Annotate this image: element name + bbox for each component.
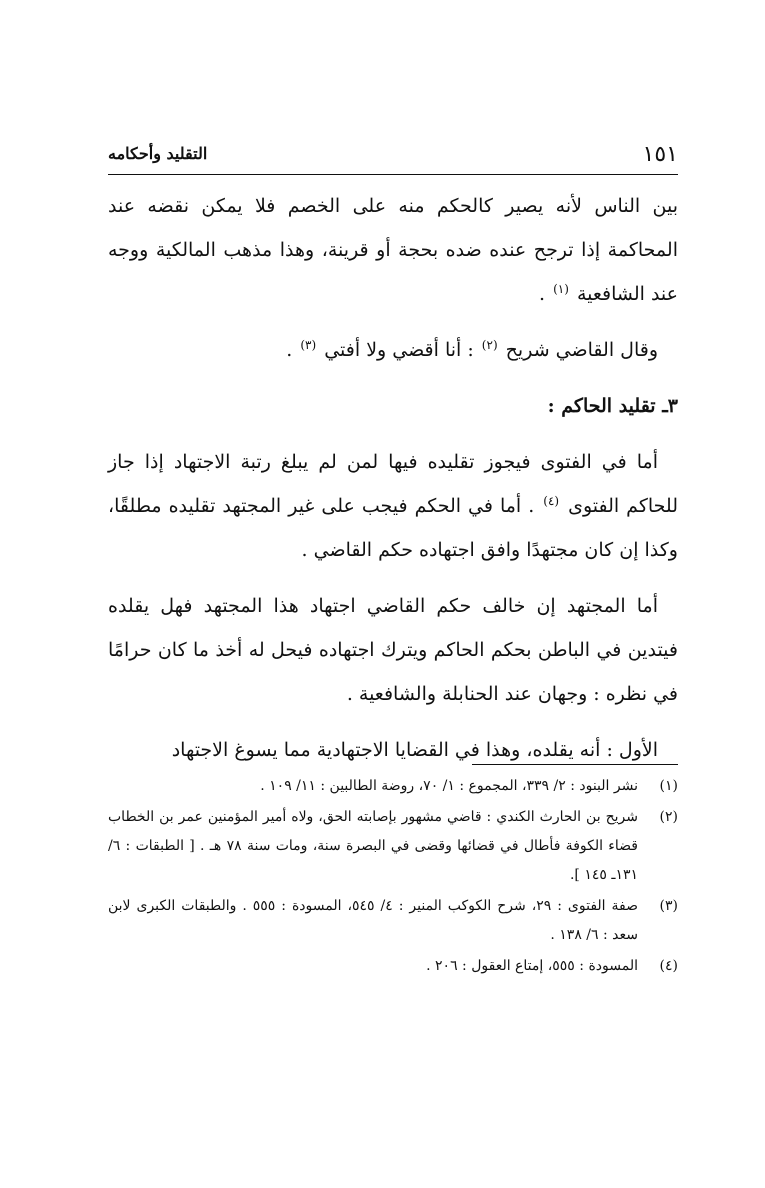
footnote-text: صفة الفتوى : ٢٩، شرح الكوكب المنير : ٤/ ٥٤٥، المسودة : ٥٥٥ . والطبقات الكبرى لابن سعد : ٦/ ١٣٨ . — [108, 898, 638, 943]
main-text — [108, 184, 678, 784]
footnote-1 — [108, 772, 678, 801]
paragraph-1-text: بين الناس لأنه يصير كالحكم منه على الخصم فلا يمكن نقضه عند المحاكمة إذا ترجح عنده ضده بحجة أو قرينة، وهذا مذهب المالكية ووجه عند الشافعية — [108, 195, 678, 305]
footnote-2 — [108, 803, 678, 890]
footnote-text: المسودة : ٥٥٥، إمتاع العقول : ٢٠٦ . — [426, 958, 638, 974]
page-header — [108, 138, 678, 174]
footnote-ref-1: (١) — [553, 281, 569, 296]
paragraph-2-text-a: وقال القاضي شريح — [505, 339, 658, 361]
footnote-4 — [108, 952, 678, 981]
footnote-ref-4: (٤) — [543, 493, 560, 508]
paragraph-2 — [108, 328, 678, 372]
footnote-ref-3: (٣) — [300, 337, 317, 352]
footnote-ref-2: (٢) — [481, 337, 498, 352]
footnote-3 — [108, 892, 678, 950]
paragraph-1 — [108, 184, 678, 316]
footnote-text: شريح بن الحارث الكندي : قاضي مشهور بإصابته الحق، ولاه أمير المؤمنين عمر بن الخطاب قضاء الكوفة فأطال في قضائها وقضى في البصرة سنة، ومات سنة ٧٨ هـ . [ الطبقات : ٦/ ١٣١ـ ١٤٥ ]. — [108, 809, 638, 883]
footnote-number: (٢) — [659, 809, 678, 825]
footnotes — [108, 772, 678, 983]
paragraph-5: الأول : أنه يقلده، وهذا في القضايا الاجتهادية مما يسوغ الاجتهاد — [171, 739, 658, 761]
paragraph-3-text-b: . أما في الحكم فيجب على غير المجتهد تقليده مطلقًا، وكذا إن كان مجتهدًا وافق اجتهاده حكم القاضي . — [108, 495, 678, 561]
paragraph-2-end: . — [286, 339, 299, 361]
header-divider — [108, 174, 678, 175]
footnote-number: (٤) — [659, 958, 678, 974]
section-heading: ٣ـ تقليد الحاكم : — [547, 395, 678, 417]
footnotes-divider — [472, 764, 678, 765]
page-number: ١٥١ — [642, 142, 678, 167]
paragraph-2-text-b: : أنا أقضي ولا أفتي — [324, 339, 480, 361]
running-title: التقليد وأحكامه — [108, 144, 208, 163]
paragraph-3-text-a: أما في الفتوى فيجوز تقليده فيها لمن لم يبلغ رتبة الاجتهاد إذا جاز للحاكم الفتوى — [108, 451, 679, 517]
footnote-text: نشر البنود : ٢/ ٣٣٩، المجموع : ١/ ٧٠، روضة الطالبين : ١١/ ١٠٩ . — [260, 778, 638, 794]
footnote-number: (١) — [659, 778, 678, 794]
footnote-number: (٣) — [659, 898, 678, 914]
paragraph-1-end: . — [538, 283, 552, 305]
paragraph-4: أما المجتهد إن خالف حكم القاضي اجتهاد هذا المجتهد فهل يقلده فيتدين في الباطن بحكم الحاكم ويترك اجتهاده فيحل له أخذ ما كان حرامًا في نظره : وجهان عند الحنابلة والشافعية . — [108, 595, 678, 705]
paragraph-3 — [108, 440, 678, 572]
